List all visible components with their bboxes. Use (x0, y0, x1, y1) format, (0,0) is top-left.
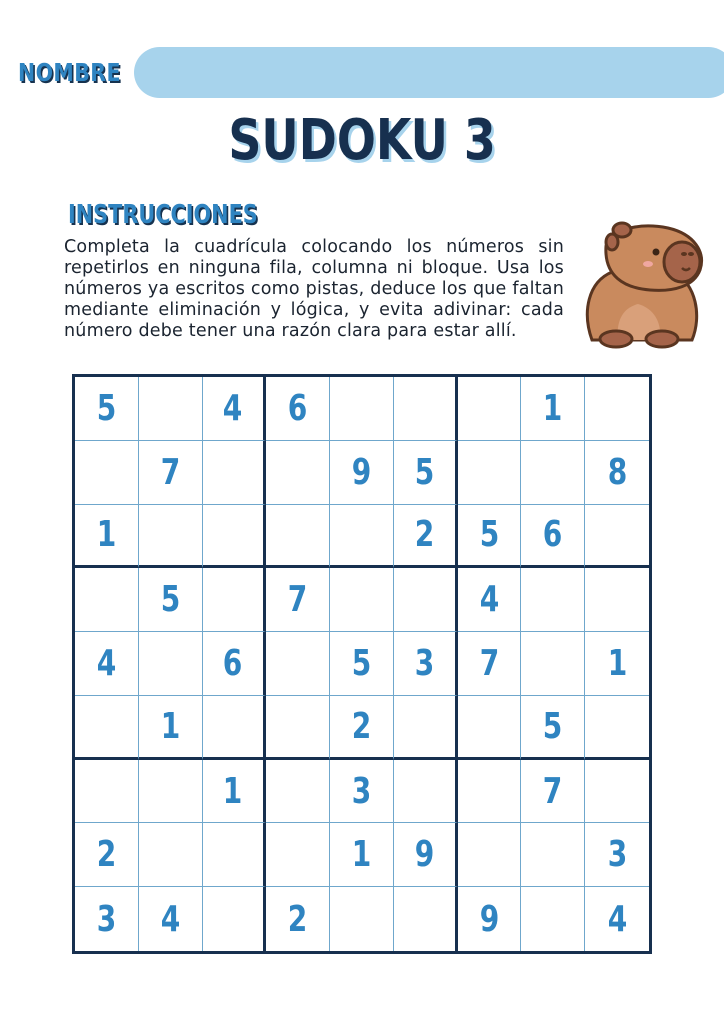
sudoku-cell[interactable] (139, 887, 203, 951)
sudoku-cell-value: 3 (607, 834, 627, 876)
capybara-icon (578, 212, 708, 352)
sudoku-cell[interactable] (203, 696, 267, 760)
sudoku-cell[interactable] (458, 823, 522, 887)
sudoku-cell-value: 1 (223, 770, 243, 812)
sudoku-cell-value: 5 (414, 451, 435, 493)
sudoku-cell[interactable] (266, 505, 330, 569)
sudoku-cell[interactable] (585, 441, 649, 505)
sudoku-cell[interactable] (266, 823, 330, 887)
sudoku-cell-value: 4 (607, 898, 627, 940)
page-title-text: SUDOKU 3 (228, 108, 496, 173)
instructions-text: Completa la cuadrícula colocando los números sin repetirlos en ninguna fila, columna ni bloque. Usa los números ya escritos como pistas, deduce los que faltan mediante eliminación y lógica, y evita adivinar: cada número debe tener una razón clara para estar allí. (64, 237, 564, 341)
sudoku-cell[interactable] (330, 696, 394, 760)
sudoku-cell[interactable] (394, 632, 458, 696)
sudoku-cell-value: 5 (479, 514, 499, 556)
sudoku-cell[interactable] (75, 632, 139, 696)
sudoku-cell-value: 5 (96, 387, 117, 429)
sudoku-cell[interactable] (139, 568, 203, 632)
sudoku-cell-value: 7 (160, 451, 180, 493)
sudoku-cell[interactable] (585, 632, 649, 696)
sudoku-cell[interactable] (458, 377, 522, 441)
sudoku-cell[interactable] (394, 823, 458, 887)
sudoku-cell[interactable] (266, 760, 330, 824)
sudoku-cell[interactable] (394, 760, 458, 824)
sudoku-cell-value: 7 (543, 770, 563, 812)
sudoku-cell[interactable] (394, 377, 458, 441)
sudoku-cell[interactable] (585, 568, 649, 632)
sudoku-cell-value: 1 (351, 834, 372, 876)
sudoku-cell-value: 6 (543, 514, 563, 556)
sudoku-cell[interactable] (521, 760, 585, 824)
name-label: NOMBRE (18, 58, 121, 87)
sudoku-cell[interactable] (203, 505, 267, 569)
sudoku-cell[interactable] (139, 505, 203, 569)
sudoku-cell[interactable] (330, 760, 394, 824)
sudoku-cell[interactable] (266, 568, 330, 632)
sudoku-cell[interactable] (521, 377, 585, 441)
sudoku-cell[interactable] (75, 760, 139, 824)
sudoku-grid (72, 374, 652, 954)
sudoku-cell[interactable] (521, 441, 585, 505)
sudoku-cell[interactable] (203, 760, 267, 824)
sudoku-cell-value: 2 (287, 898, 308, 940)
sudoku-cell[interactable] (330, 377, 394, 441)
sudoku-cell[interactable] (266, 696, 330, 760)
sudoku-cell-value: 4 (160, 898, 180, 940)
sudoku-cell[interactable] (75, 887, 139, 951)
sudoku-cell[interactable] (266, 887, 330, 951)
sudoku-cell-value: 7 (479, 642, 499, 684)
sudoku-cell-value: 3 (414, 642, 435, 684)
sudoku-cell[interactable] (330, 568, 394, 632)
sudoku-cell[interactable] (203, 887, 267, 951)
sudoku-cell[interactable] (266, 441, 330, 505)
sudoku-cell[interactable] (458, 696, 522, 760)
sudoku-cell[interactable] (139, 441, 203, 505)
sudoku-cell[interactable] (75, 377, 139, 441)
sudoku-cell[interactable] (585, 696, 649, 760)
sudoku-cell-value: 7 (287, 579, 308, 621)
sudoku-cell[interactable] (330, 632, 394, 696)
sudoku-cell-value: 1 (96, 514, 117, 556)
sudoku-cell-value: 1 (543, 387, 563, 429)
sudoku-cell-value: 5 (543, 705, 563, 747)
sudoku-cell[interactable] (521, 887, 585, 951)
sudoku-cell[interactable] (585, 760, 649, 824)
sudoku-cell[interactable] (521, 823, 585, 887)
sudoku-cell[interactable] (203, 568, 267, 632)
sudoku-cell[interactable] (203, 441, 267, 505)
sudoku-cell-value: 1 (160, 705, 180, 747)
sudoku-cell-value: 2 (351, 705, 372, 747)
sudoku-cell[interactable] (139, 760, 203, 824)
sudoku-cell[interactable] (266, 632, 330, 696)
sudoku-cell-value: 5 (351, 642, 372, 684)
sudoku-cell-value: 6 (223, 642, 243, 684)
sudoku-cell[interactable] (585, 505, 649, 569)
sudoku-cell-value: 4 (223, 387, 243, 429)
sudoku-cell[interactable] (394, 441, 458, 505)
sudoku-cell[interactable] (394, 887, 458, 951)
sudoku-cell[interactable] (203, 823, 267, 887)
sudoku-cell-value: 4 (96, 642, 117, 684)
instructions-heading: INSTRUCCIONES (68, 200, 258, 230)
sudoku-cell-value: 9 (414, 834, 435, 876)
sudoku-cell-value: 4 (479, 579, 499, 621)
sudoku-cell[interactable] (458, 887, 522, 951)
sudoku-cell-value: 9 (479, 898, 499, 940)
sudoku-cell[interactable] (521, 632, 585, 696)
sudoku-cell[interactable] (394, 505, 458, 569)
sudoku-cell-value: 3 (351, 770, 372, 812)
sudoku-cell[interactable] (585, 823, 649, 887)
sudoku-cell[interactable] (394, 568, 458, 632)
sudoku-cell[interactable] (139, 823, 203, 887)
sudoku-cell[interactable] (585, 887, 649, 951)
sudoku-cell[interactable] (330, 823, 394, 887)
sudoku-cell[interactable] (521, 505, 585, 569)
sudoku-cell-value: 2 (96, 834, 117, 876)
sudoku-cell[interactable] (139, 632, 203, 696)
sudoku-cell[interactable] (585, 377, 649, 441)
sudoku-cell-value: 8 (607, 451, 627, 493)
page-title (0, 108, 724, 174)
sudoku-cell[interactable] (458, 505, 522, 569)
sudoku-cell-value: 1 (607, 642, 627, 684)
sudoku-cell[interactable] (330, 441, 394, 505)
sudoku-cell[interactable] (521, 696, 585, 760)
sudoku-cell-value: 6 (287, 387, 308, 429)
sudoku-cell[interactable] (330, 505, 394, 569)
sudoku-cell[interactable] (203, 377, 267, 441)
sudoku-cell-value: 3 (96, 898, 117, 940)
sudoku-cell[interactable] (458, 632, 522, 696)
sudoku-cell[interactable] (139, 377, 203, 441)
sudoku-cell-value: 9 (351, 451, 372, 493)
sudoku-cell[interactable] (75, 505, 139, 569)
sudoku-cell[interactable] (75, 696, 139, 760)
sudoku-cell[interactable] (330, 887, 394, 951)
sudoku-cell[interactable] (266, 377, 330, 441)
sudoku-cell[interactable] (521, 568, 585, 632)
sudoku-cell[interactable] (458, 568, 522, 632)
sudoku-cell-value: 5 (160, 579, 180, 621)
sudoku-cell[interactable] (75, 441, 139, 505)
sudoku-cell[interactable] (458, 760, 522, 824)
sudoku-cell[interactable] (139, 696, 203, 760)
sudoku-cell[interactable] (394, 696, 458, 760)
sudoku-cell[interactable] (75, 823, 139, 887)
sudoku-cell-value: 2 (414, 514, 435, 556)
sudoku-cell[interactable] (75, 568, 139, 632)
name-field[interactable] (134, 47, 724, 98)
sudoku-cell[interactable] (458, 441, 522, 505)
sudoku-cell[interactable] (203, 632, 267, 696)
